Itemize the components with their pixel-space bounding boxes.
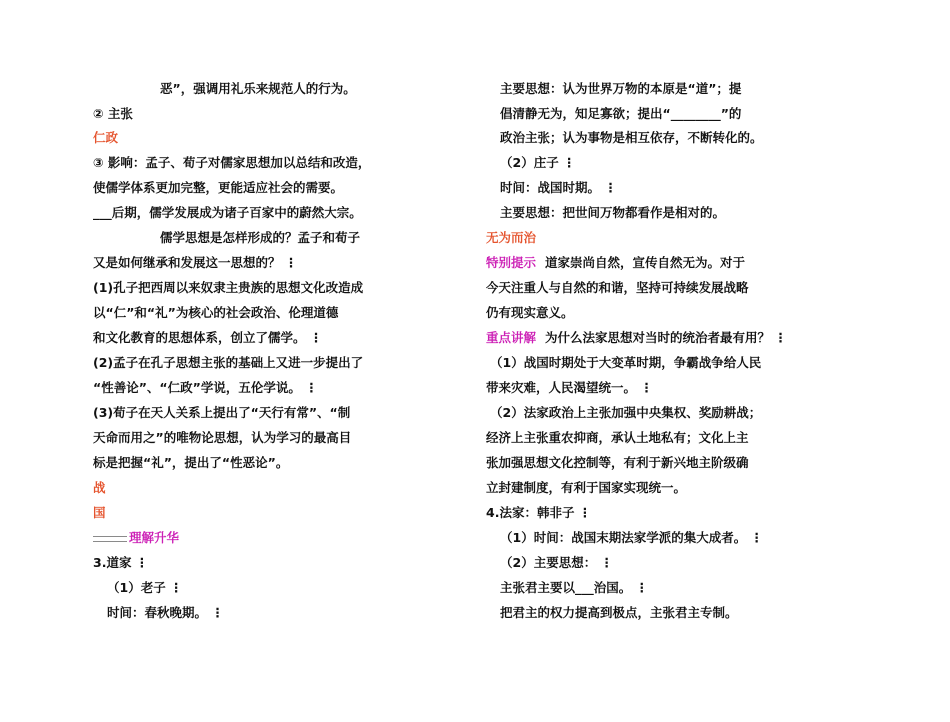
section-title: 3.道家 ⋮ xyxy=(93,555,149,570)
text-line: (3)荀子在天人关系上提出了“天行有常”、“制 xyxy=(93,405,351,420)
text-line: 带来灾难，人民渴望统一。 ⋮ xyxy=(486,380,653,395)
highlight-term: 国 xyxy=(93,505,106,520)
section-header-label: 理解升华 xyxy=(129,530,180,545)
text-line: 天命而用之”的唯物论思想，认为学习的最高目 xyxy=(93,430,352,445)
text-line: 把君主的权力提高到极点，主张君主专制。 xyxy=(500,605,738,620)
text-line: 仍有现实意义。 xyxy=(486,305,574,320)
text-line: 使儒学体系更加完整，更能适应社会的需要。 xyxy=(93,180,344,195)
text-line: 政治主张；认为事物是相互依存，不断转化的。 xyxy=(500,130,763,145)
text-line: 倡清静无为，知足寡欲；提出“________”的 xyxy=(500,106,742,121)
text-line: 今天注重人与自然的和谐，坚持可持续发展战略 xyxy=(486,280,749,295)
text-line: 时间：春秋晚期。 ⋮ xyxy=(107,605,224,620)
text-line: 和文化教育的思想体系，创立了儒学。 ⋮ xyxy=(93,330,323,345)
key-point-line xyxy=(486,330,787,346)
text-line: （1）时间：战国末期法家学派的集大成者。 ⋮ xyxy=(500,530,764,545)
text-line: (2)孟子在孔子思想主张的基础上又进一步提出了 xyxy=(93,355,364,370)
text-line: （2）庄子 ⋮ xyxy=(500,155,576,170)
text-line: ③ 影响：孟子、荀子对儒家思想加以总结和改造， xyxy=(93,155,371,170)
question-line: 又是如何继承和发展这一思想的？ ⋮ xyxy=(93,255,298,270)
text-line: （1）战国时期处于大变革时期，争霸战争给人民 xyxy=(490,355,762,370)
text-line: 时间：战国时期。 ⋮ xyxy=(500,180,617,195)
tip-line xyxy=(486,255,745,271)
section-title: 4.法家：韩非子 ⋮ xyxy=(486,505,592,520)
text-line: （2）主要思想： ⋮ xyxy=(500,555,614,570)
text-line: ② 主张 xyxy=(93,106,133,121)
text-line: 张加强思想文化控制等，有利于新兴地主阶级确 xyxy=(486,455,749,470)
key-point-label: 重点讲解 xyxy=(486,330,537,345)
question-line: 儒学思想是怎样形成的？孟子和荀子 xyxy=(160,230,361,245)
text-line: （2）法家政治上主张加强中央集权、奖励耕战； xyxy=(490,405,762,420)
text-line: 主要思想：把世间万物都看作是相对的。 xyxy=(500,205,726,220)
highlight-term: 仁政 xyxy=(93,130,119,145)
tip-text: 道家崇尚自然，宣传自然无为。对于 xyxy=(545,255,746,270)
text-line: 经济上主张重农抑商，承认土地私有；文化上主 xyxy=(486,430,749,445)
key-point-text: 为什么法家思想对当时的统治者最有用？ ⋮ xyxy=(545,330,787,345)
text-line: （1）老子 ⋮ xyxy=(107,580,183,595)
text-line: 以“仁”和“礼”为核心的社会政治、伦理道德 xyxy=(93,305,339,320)
text-line: “性善论”、“仁政”学说，五伦学说。 ⋮ xyxy=(93,380,318,395)
header-rule-icon xyxy=(93,536,127,542)
text-line: 立封建制度，有利于国家实现统一。 xyxy=(486,480,687,495)
text-line: 标是把握“礼”，提出了“性恶论”。 xyxy=(93,455,289,470)
text-line: 恶”，强调用礼乐来规范人的行为。 xyxy=(160,81,356,96)
text-line: 主要思想：认为世界万物的本原是“道”；提 xyxy=(500,81,742,96)
highlight-term: 战 xyxy=(93,480,106,495)
text-line: ___后期，儒学发展成为诸子百家中的蔚然大宗。 xyxy=(93,205,362,220)
text-line: 主张君主要以___治国。 ⋮ xyxy=(500,580,649,595)
text-line: (1)孔子把西周以来奴隶主贵族的思想文化改造成 xyxy=(93,280,364,295)
section-header xyxy=(93,530,179,546)
highlight-term: 无为而治 xyxy=(486,230,537,245)
tip-label: 特别提示 xyxy=(486,255,537,270)
